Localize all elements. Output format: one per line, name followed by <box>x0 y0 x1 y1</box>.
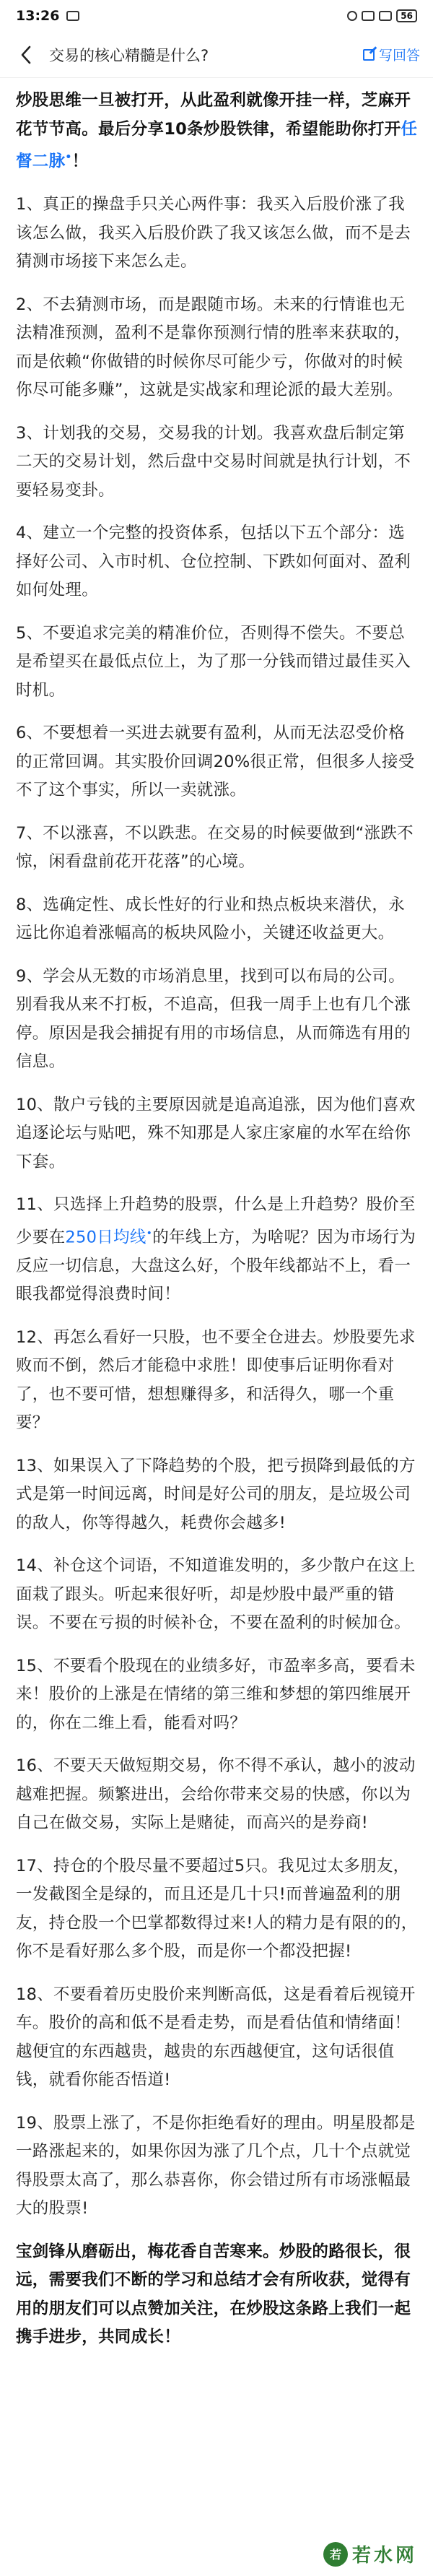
link-search-icon: • <box>146 1227 153 1239</box>
watermark-text: 若水网 <box>351 2545 417 2567</box>
answer-paragraph: 3、计划我的交易，交易我的计划。我喜欢盘后制定第二天的交易计划，然后盘中交易时间就是执行计划，不要轻易变卦。 <box>16 423 411 500</box>
question-title[interactable]: 交易的核心精髓是什么? <box>49 46 209 64</box>
answer-paragraph: 6、不要想着一买进去就要有盈利，从而无法忍受价格的正常回调。其实股价回调20%很正常，但很多人接受不了这个事实，所以一卖就涨。 <box>16 724 415 799</box>
pencil-icon <box>363 49 375 61</box>
wifi-icon <box>362 11 375 21</box>
answer-paragraph: 12、再怎么看好一只股，也不要全仓进去。炒股要先求败而不倒，然后才能稳中求胜！即使事后证明你看对了，也不要可惜，想想赚得多，和活得久，哪一个重要？ <box>16 1327 416 1432</box>
write-answer-button[interactable] <box>363 45 420 64</box>
answer-paragraph: 9、学会从无数的市场消息里，找到可以布局的公司。别看我从来不打板，不追高，但我一周手上也有几个涨停。原因是我会捕捉有用的市场信息，从而筛选有用的信息。 <box>16 966 411 1071</box>
watermark <box>318 2538 423 2570</box>
answer-paragraph: 8、选确定性、成长性好的行业和热点板块来潜伏，永远比你追着涨幅高的板块风险小，关键还收益更大。 <box>16 895 406 942</box>
answer-paragraph: 14、补仓这个词语，不知道谁发明的，多少散户在这上面栽了跟头。听起来很好听，却是炒股中最严重的错误。不要在亏损的时候补仓，不要在盈利的时候加仓。 <box>16 1556 416 1632</box>
answer-paragraph: 4、建立一个完整的投资体系，包括以下五个部分：选择好公司、入市时机、仓位控制、下跌如何面对、盈利如何处理。 <box>16 524 411 599</box>
answer-paragraph: 15、不要看个股现在的业绩多好，市盈率多高，要看未来！股价的上涨是在情绪的第三维和梦想的第四维展开的，你在二维上看，能看对吗？ <box>16 1656 416 1732</box>
answer-paragraph: 1、真正的操盘手只关心两件事：我买入后股价涨了我该怎么做，我买入后股价跌了我又该怎么做，而不是去猜测市场接下来怎么走。 <box>16 195 411 271</box>
answer-paragraph: 11、只选择上升趋势的股票，什么是上升趋势？股价至少要在250日均线•的年线上方，为啥呢？因为市场行为反应一切信息，大盘这么好，个股年线都站不上，看一眼我都觉得浪费时间！ <box>16 1195 416 1304</box>
answer-paragraph: 18、不要看着历史股价来判断高低，这是看着后视镜开车。股价的高和低不是看走势，而是看估值和情绪面！越便宜的东西越贵，越贵的东西越便宜，这句话很值钱，就看你能否悟道! <box>16 1985 416 2089</box>
answer-paragraph: 17、持仓的个股尽量不要超过5只。我见过太多朋友，一发截图全是绿的，而且还是几十只!而普遍盈利的朋友，持仓股一个巴掌都数得过来!人的精力是有限的的，你不是看好那么多个股，而是你一个都没把握! <box>16 1856 418 1961</box>
alarm-icon <box>347 11 357 21</box>
closing-paragraph: 宝剑锋从磨砺出，梅花香自苦寒来。炒股的路很长，很远，需要我们不断的学习和总结才会有所收获，觉得有用的朋友们可以点赞加关注，在炒股这条路上我们一起携手进步，共同成长！ <box>16 2242 411 2346</box>
answer-paragraph: 7、不以涨喜，不以跌悲。在交易的时候要做到“涨跌不惊，闲看盘前花开花落”的心境。 <box>16 823 414 871</box>
answer-paragraph: 16、不要天天做短期交易，你不得不承认，越小的波动越难把握。频繁进出，会给你带来交易的快感，你以为自己在做交易，实际上是赌徒，而高兴的是券商! <box>16 1756 416 1832</box>
write-answer-label: 写回答 <box>378 48 420 64</box>
answer-paragraph: 13、如果误入了下降趋势的个股，把亏损降到最低的方式是第一时间远离，时间是好公司的朋友，是垃圾公司的敌人，你等得越久，耗费你会越多! <box>16 1456 416 1532</box>
battery-icon: 56 <box>396 9 417 22</box>
back-button[interactable] <box>13 42 39 68</box>
keyword-link[interactable]: 任督二脉 <box>16 119 418 171</box>
link-search-icon: • <box>65 152 72 163</box>
answer-paragraph: 10、散户亏钱的主要原因就是追高追涨，因为他们喜欢追逐论坛与贴吧，殊不知那是人家庄家雇的水军在给你下套。 <box>16 1095 416 1171</box>
answer-paragraph: 5、不要追求完美的精准价位，否则得不偿失。不要总是希望买在最低点位上，为了那一分钱而错过最佳买入时机。 <box>16 623 411 700</box>
answer-content <box>0 87 433 2352</box>
keyword-link[interactable]: 250日均线 <box>65 1228 146 1246</box>
status-bar <box>0 0 433 32</box>
notification-icon <box>66 11 79 21</box>
nav-bar <box>0 32 433 78</box>
intro-paragraph: 炒股思维一旦被打开，从此盈利就像开挂一样，芝麻开花节节高。最后分享10条炒股铁律，希望能助你打开任督二脉•！ <box>16 91 418 171</box>
answer-paragraph: 19、股票上涨了，不是你拒绝看好的理由。明星股都是一路涨起来的，如果你因为涨了几个点，几十个点就觉得股票太高了，那么恭喜你，你会错过所有市场涨幅最大的股票! <box>16 2113 416 2218</box>
signal-icon <box>379 11 392 21</box>
answer-paragraph: 2、不去猜测市场，而是跟随市场。未来的行情谁也无法精准预测，盈利不是靠你预测行情的胜率来获取的，而是依赖“你做错的时候你尽可能少亏，你做对的时候你尽可能多赚”，这就是实战家和理论派的最大差别。 <box>16 295 411 399</box>
status-time: 13:26 <box>16 8 60 24</box>
watermark-logo-icon: 若 <box>323 2542 348 2567</box>
chevron-left-icon <box>20 45 32 64</box>
